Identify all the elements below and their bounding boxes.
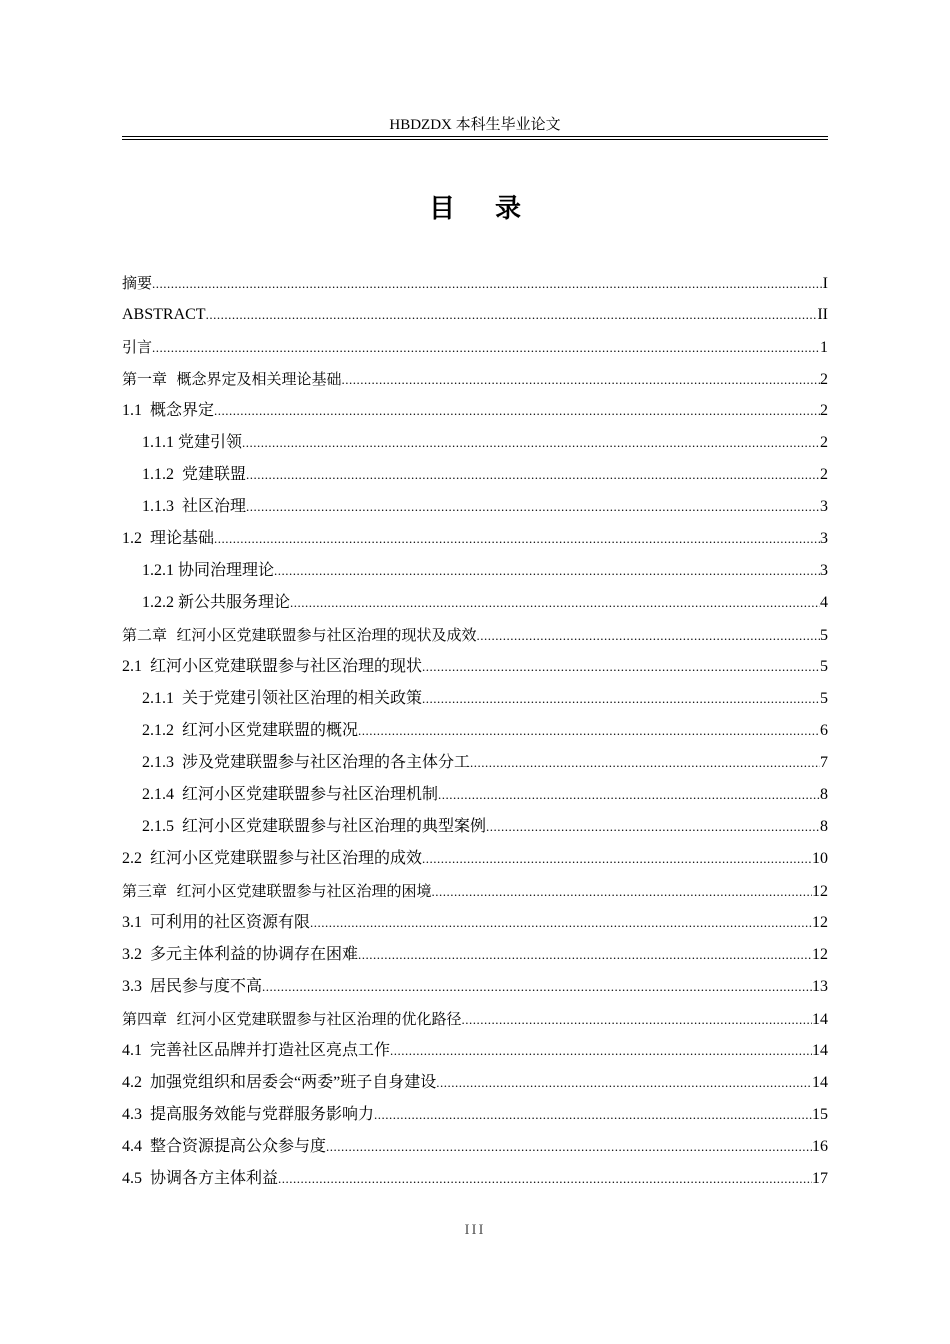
toc-entry-label: 2.2 红河小区党建联盟参与社区治理的成效 xyxy=(122,850,423,867)
toc-entry-label: ABSTRACT xyxy=(122,306,206,323)
toc-entry-label: 2.1.1 关于党建引领社区治理的相关政策 xyxy=(142,690,423,707)
toc-dot-leader xyxy=(438,784,820,806)
header-rule xyxy=(122,136,828,140)
toc-entry[interactable] xyxy=(122,432,828,464)
toc-dot-leader xyxy=(358,944,812,966)
toc-entry[interactable] xyxy=(122,336,828,368)
toc-entry[interactable] xyxy=(122,944,828,976)
toc-entry-label: 第一章 概念界定及相关理论基础 xyxy=(122,370,342,388)
toc-entry[interactable] xyxy=(122,1072,828,1104)
toc-entry-label: 1.1.1 党建引领 xyxy=(142,434,243,451)
toc-entry-page: 4 xyxy=(820,594,828,611)
toc-entry-label: 第三章 红河小区党建联盟参与社区治理的困境 xyxy=(122,882,432,900)
toc-entry-page: 12 xyxy=(812,946,828,963)
toc-entry-page: 3 xyxy=(820,530,828,547)
toc-dot-leader xyxy=(214,528,820,550)
toc-dot-leader xyxy=(477,625,820,647)
toc-entry[interactable] xyxy=(122,848,828,880)
toc-dot-leader xyxy=(152,273,823,295)
toc-entry-label: 4.4 整合资源提高公众参与度 xyxy=(122,1138,327,1155)
toc-entry[interactable] xyxy=(122,784,828,816)
toc-entry-page: 5 xyxy=(820,690,828,707)
toc-dot-leader xyxy=(390,1040,812,1062)
toc-dot-leader xyxy=(278,1168,812,1190)
toc-entry-page: 14 xyxy=(812,1011,828,1028)
toc-entry-page: 1 xyxy=(820,339,828,356)
page-title: 目录 xyxy=(428,194,561,224)
toc-entry-label: 1.1.3 社区治理 xyxy=(142,498,247,515)
toc-dot-leader xyxy=(214,400,820,422)
toc-dot-leader xyxy=(246,496,820,518)
toc-dot-leader xyxy=(246,464,820,486)
toc-dot-leader xyxy=(432,881,812,903)
toc-entry-label: 4.1 完善社区品牌并打造社区亮点工作 xyxy=(122,1042,391,1059)
toc-entry-label: 3.1 可利用的社区资源有限 xyxy=(122,914,311,931)
toc-dot-leader xyxy=(358,720,820,742)
toc-entry[interactable] xyxy=(122,816,828,848)
toc-dot-leader xyxy=(242,432,820,454)
toc-entry-label: 2.1.4 红河小区党建联盟参与社区治理机制 xyxy=(142,786,439,803)
toc-entry[interactable] xyxy=(122,1168,828,1200)
toc-entry-label: 第二章 红河小区党建联盟参与社区治理的现状及成效 xyxy=(122,626,477,644)
toc-entry-page: 14 xyxy=(812,1042,828,1059)
toc-entry-label: 引言 xyxy=(122,338,153,356)
toc-dot-leader xyxy=(152,337,820,359)
toc-entry[interactable] xyxy=(122,368,828,400)
toc-entry[interactable] xyxy=(122,656,828,688)
toc-dot-leader xyxy=(310,912,812,934)
toc-entry-label: 1.2.1 协同治理理论 xyxy=(142,562,275,579)
toc-entry[interactable] xyxy=(122,1008,828,1040)
toc-entry-label: 2.1.3 涉及党建联盟参与社区治理的各主体分工 xyxy=(142,754,471,771)
toc-entry[interactable] xyxy=(122,912,828,944)
toc-entry-label: 4.2 加强党组织和居委会“两委”班子自身建设 xyxy=(122,1074,437,1091)
toc-entry[interactable] xyxy=(122,528,828,560)
toc-entry[interactable] xyxy=(122,592,828,624)
toc-entry-page: 2 xyxy=(820,434,828,451)
page-number: III xyxy=(464,1222,486,1238)
toc-entry[interactable] xyxy=(122,400,828,432)
toc-entry-page: 16 xyxy=(812,1138,828,1155)
toc-entry-label: 2.1.2 红河小区党建联盟的概况 xyxy=(142,722,359,739)
toc-entry[interactable] xyxy=(122,272,828,304)
toc-entry[interactable] xyxy=(122,1136,828,1168)
toc-entry[interactable] xyxy=(122,880,828,912)
running-header: HBDZDX 本科生毕业论文 xyxy=(389,117,561,133)
toc-entry-page: 8 xyxy=(820,818,828,835)
toc-entry-page: 3 xyxy=(820,562,828,579)
toc-dot-leader xyxy=(206,304,818,326)
toc-dot-leader xyxy=(462,1009,812,1031)
toc-dot-leader xyxy=(436,1072,812,1094)
toc-entry[interactable] xyxy=(122,304,828,336)
toc-entry-page: 10 xyxy=(812,850,828,867)
toc-entry-page: 14 xyxy=(812,1074,828,1091)
toc-entry[interactable] xyxy=(122,496,828,528)
toc-entry-page: 5 xyxy=(820,627,828,644)
toc-entry[interactable] xyxy=(122,464,828,496)
toc-dot-leader xyxy=(422,656,820,678)
toc-entry[interactable] xyxy=(122,624,828,656)
toc-dot-leader xyxy=(486,816,820,838)
toc-entry-page: 7 xyxy=(820,754,828,771)
toc-entry-label: 第四章 红河小区党建联盟参与社区治理的优化路径 xyxy=(122,1010,462,1028)
toc-entry[interactable] xyxy=(122,560,828,592)
toc-entry-page: 2 xyxy=(820,371,828,388)
toc-dot-leader xyxy=(326,1136,812,1158)
toc-entry-page: 5 xyxy=(820,658,828,675)
toc-entry[interactable] xyxy=(122,752,828,784)
toc-entry-page: 12 xyxy=(812,914,828,931)
toc-entry-label: 1.1.2 党建联盟 xyxy=(142,466,247,483)
toc-entry[interactable] xyxy=(122,688,828,720)
toc-entry[interactable] xyxy=(122,1040,828,1072)
toc-dot-leader xyxy=(422,688,820,710)
toc-entry-page: II xyxy=(817,306,828,323)
toc-dot-leader xyxy=(274,560,820,582)
toc-entry-label: 摘要 xyxy=(122,274,153,292)
toc-entry-page: 6 xyxy=(820,722,828,739)
toc-entry-page: 15 xyxy=(812,1106,828,1123)
toc-entry-label: 3.3 居民参与度不高 xyxy=(122,978,263,995)
toc-dot-leader xyxy=(290,592,820,614)
table-of-contents xyxy=(122,272,828,1200)
toc-entry[interactable] xyxy=(122,720,828,752)
toc-entry-page: 8 xyxy=(820,786,828,803)
toc-dot-leader xyxy=(470,752,820,774)
toc-entry-page: 2 xyxy=(820,402,828,419)
toc-entry-label: 4.3 提高服务效能与党群服务影响力 xyxy=(122,1106,375,1123)
toc-entry-page: 17 xyxy=(812,1170,828,1187)
toc-entry[interactable] xyxy=(122,976,828,1008)
toc-dot-leader xyxy=(342,369,820,391)
toc-entry-page: 13 xyxy=(812,978,828,995)
toc-entry[interactable] xyxy=(122,1104,828,1136)
toc-entry-label: 3.2 多元主体利益的协调存在困难 xyxy=(122,946,359,963)
toc-entry-page: 12 xyxy=(812,883,828,900)
toc-dot-leader xyxy=(374,1104,812,1126)
toc-entry-label: 2.1.5 红河小区党建联盟参与社区治理的典型案例 xyxy=(142,818,487,835)
toc-entry-label: 1.2 理论基础 xyxy=(122,530,215,547)
toc-entry-label: 2.1 红河小区党建联盟参与社区治理的现状 xyxy=(122,658,423,675)
toc-entry-label: 1.1 概念界定 xyxy=(122,402,215,419)
toc-entry-page: 2 xyxy=(820,466,828,483)
toc-entry-label: 1.2.2 新公共服务理论 xyxy=(142,594,291,611)
toc-entry-page: 3 xyxy=(820,498,828,515)
toc-entry-page: I xyxy=(822,275,828,292)
toc-entry-label: 4.5 协调各方主体利益 xyxy=(122,1170,279,1187)
toc-dot-leader xyxy=(262,976,812,998)
toc-dot-leader xyxy=(422,848,812,870)
